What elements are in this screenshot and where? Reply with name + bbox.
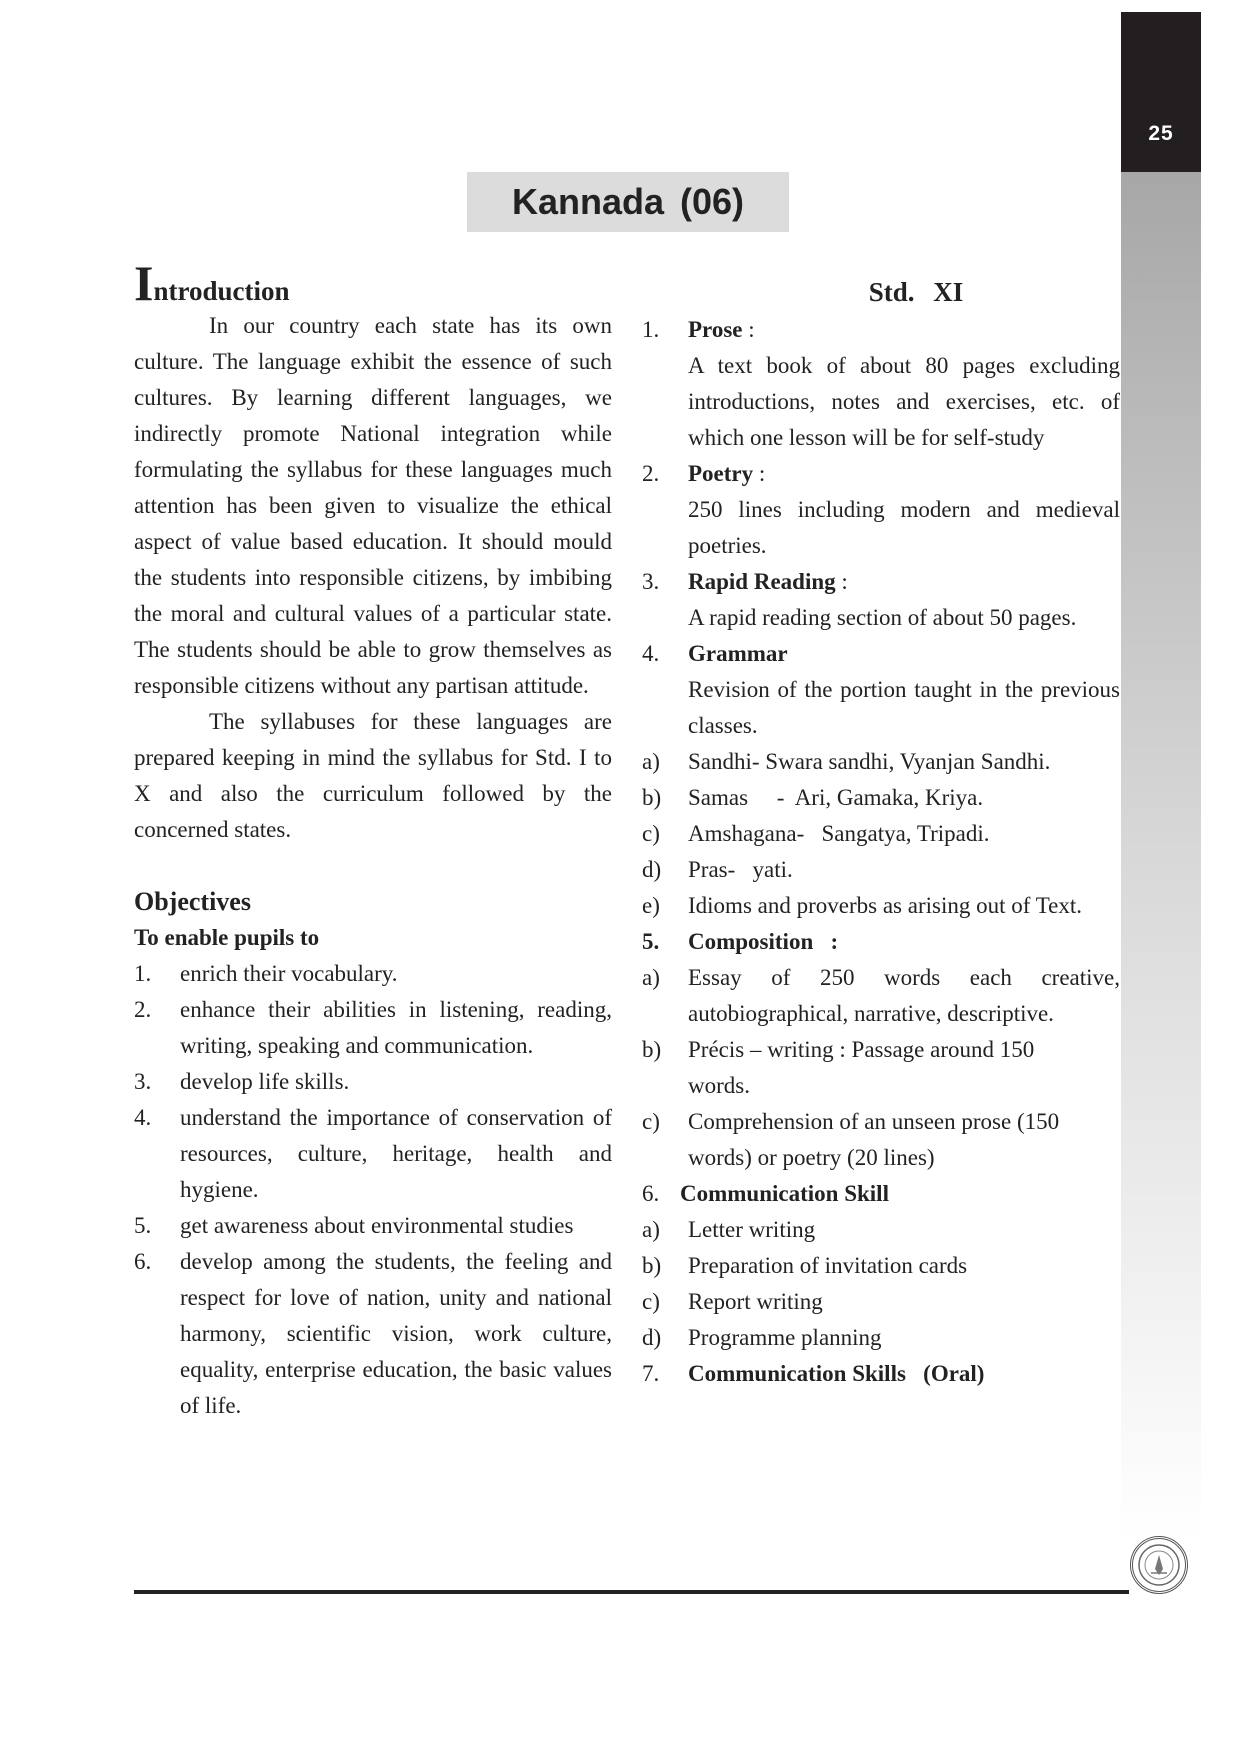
board-emblem-icon	[1130, 1536, 1188, 1594]
syllabus-item-composition	[642, 924, 1120, 960]
objective-number: 6.	[134, 1249, 152, 1274]
objective-text: develop among the students, the feeling and respect for love of nation, unity and national harmony, scientific vision, work culture, equality, enterprise education, the basic values of life.	[180, 1249, 612, 1418]
subitem-text: Pras- yati.	[688, 857, 793, 882]
syllabus-item-communication	[642, 1176, 1120, 1212]
objective-item	[134, 992, 612, 1064]
syllabus-item-poetry	[642, 456, 1120, 492]
syllabus-desc	[642, 600, 1120, 636]
syllabus-number: 2.	[642, 461, 660, 486]
page-title-text: Kannada (06)	[511, 181, 745, 222]
subitem-text: Idioms and proverbs as arising out of Text.	[688, 893, 1083, 918]
subitem-text: Report writing	[688, 1289, 823, 1314]
syllabus-label: Communication Skills (Oral)	[688, 1361, 985, 1386]
syllabus-number: 7.	[642, 1361, 660, 1386]
syllabus-item-grammar	[642, 636, 1120, 672]
syllabus-desc	[642, 672, 1120, 744]
introduction-heading	[134, 255, 612, 311]
intro-paragraph-2: The syllabuses for these languages are prepared keeping in mind the syllabus for Std. I to X and also the curriculum followed by the concerned states.	[134, 709, 612, 842]
subitem-letter: d)	[642, 857, 662, 882]
objective-item	[134, 1064, 612, 1100]
grammar-subitem	[642, 816, 1120, 852]
syllabus-label: Poetry	[688, 461, 754, 486]
objective-number: 1.	[134, 961, 152, 986]
subitem-text: Programme planning	[688, 1325, 882, 1350]
grammar-subitem	[642, 852, 1120, 888]
syllabus-number: 1.	[642, 317, 660, 342]
syllabus-desc-text: A text book of about 80 pages excluding introductions, notes and exercises, etc. of which one lesson will be for self-study	[688, 353, 1120, 450]
subitem-letter: a)	[642, 1217, 660, 1242]
syllabus-desc-text: 250 lines including modern and medieval poetries.	[688, 497, 1120, 558]
page-number: 25	[1148, 122, 1174, 145]
syllabus-desc-text: A rapid reading section of about 50 pages.	[688, 605, 1077, 630]
objective-item	[134, 956, 612, 992]
grammar-subitem	[642, 744, 1120, 780]
subitem-letter: b)	[642, 1037, 662, 1062]
syllabus-label: Communication Skill	[680, 1181, 889, 1206]
communication-subitem	[642, 1248, 1120, 1284]
syllabus-desc	[642, 492, 1120, 564]
composition-subitem	[642, 1032, 1120, 1104]
objective-item	[134, 1208, 612, 1244]
syllabus-number: 3.	[642, 569, 660, 594]
objectives-subheading: To enable pupils to	[134, 925, 320, 950]
composition-subitem	[642, 960, 1120, 1032]
footer-rule	[134, 1590, 1129, 1594]
syllabus-colon: :	[753, 461, 766, 486]
communication-subitem	[642, 1320, 1120, 1356]
objective-number: 5.	[134, 1213, 152, 1238]
syllabus-number: 6.	[642, 1181, 660, 1206]
subitem-letter: b)	[642, 785, 662, 810]
grammar-subitem	[642, 888, 1120, 924]
objective-number: 4.	[134, 1105, 152, 1130]
page-title	[467, 172, 789, 232]
syllabus-label: Rapid Reading	[688, 569, 836, 594]
communication-subitem	[642, 1284, 1120, 1320]
communication-subitem	[642, 1212, 1120, 1248]
syllabus-label: Prose	[688, 317, 743, 342]
subitem-text: Essay of 250 words each creative, autobiographical, narrative, descriptive.	[688, 965, 1120, 1026]
syllabus-number: 4.	[642, 641, 660, 666]
syllabus-colon: :	[835, 569, 848, 594]
objective-number: 3.	[134, 1069, 152, 1094]
objective-number: 2.	[134, 997, 152, 1022]
subitem-letter: b)	[642, 1253, 662, 1278]
page-number-tab	[1121, 12, 1201, 172]
subitem-text: Samas - Ari, Gamaka, Kriya.	[688, 785, 984, 810]
subitem-letter: c)	[642, 821, 660, 846]
syllabus-label: Grammar	[688, 641, 788, 666]
subitem-letter: c)	[642, 1109, 660, 1134]
std-heading: Std. XI	[868, 277, 964, 307]
objective-item	[134, 1100, 612, 1208]
objective-item	[134, 1244, 612, 1424]
syllabus-number: 5.	[642, 929, 660, 954]
right-column	[642, 272, 1120, 1392]
side-gradient-bar	[1121, 12, 1201, 1542]
subitem-text: Preparation of invitation cards	[688, 1253, 968, 1278]
objectives-heading: Objectives	[134, 887, 251, 916]
objective-text: develop life skills.	[180, 1069, 350, 1094]
subitem-letter: e)	[642, 893, 660, 918]
syllabus-desc	[642, 348, 1120, 456]
intro-paragraph-1: In our country each state has its own culture. The language exhibit the essence of such cultures. By learning different languages, we indirectly promote National integration while formulating the syllabus for these languages much attention has been given to visualize the ethical aspect of value based education. It should mould the students into responsible citizens, by imbibing the moral and cultural values of a particular state. The students should be able to grow themselves as responsible citizens without any partisan attitude.	[134, 313, 612, 698]
introduction-dropcap: I	[134, 255, 154, 311]
subitem-letter: a)	[642, 749, 660, 774]
objective-text: enhance their abilities in listening, reading, writing, speaking and communication.	[180, 997, 612, 1058]
syllabus-item-oral	[642, 1356, 1120, 1392]
introduction-heading-rest: ntroduction	[153, 276, 290, 306]
syllabus-item-prose	[642, 312, 1120, 348]
subitem-text: Comprehension of an unseen prose (150 words) or poetry (20 lines)	[688, 1109, 1060, 1170]
objective-text: understand the importance of conservation of resources, culture, heritage, health and hygiene.	[180, 1105, 612, 1202]
subitem-letter: a)	[642, 965, 660, 990]
objective-text: get awareness about environmental studies	[180, 1213, 574, 1238]
emblem-graphic	[1137, 1543, 1181, 1587]
subitem-text: Précis – writing : Passage around 150 words.	[688, 1037, 1035, 1098]
grammar-subitem	[642, 780, 1120, 816]
left-column	[134, 255, 612, 1424]
syllabus-label: Composition :	[688, 929, 839, 954]
subitem-letter: d)	[642, 1325, 662, 1350]
subitem-letter: c)	[642, 1289, 660, 1314]
objective-text: enrich their vocabulary.	[180, 961, 398, 986]
syllabus-item-rapid-reading	[642, 564, 1120, 600]
composition-subitem	[642, 1104, 1120, 1176]
subitem-text: Letter writing	[688, 1217, 816, 1242]
subitem-text: Amshagana- Sangatya, Tripadi.	[688, 821, 990, 846]
subitem-text: Sandhi- Swara sandhi, Vyanjan Sandhi.	[688, 749, 1051, 774]
syllabus-colon: :	[742, 317, 755, 342]
syllabus-desc-text: Revision of the portion taught in the previous classes.	[688, 677, 1120, 738]
